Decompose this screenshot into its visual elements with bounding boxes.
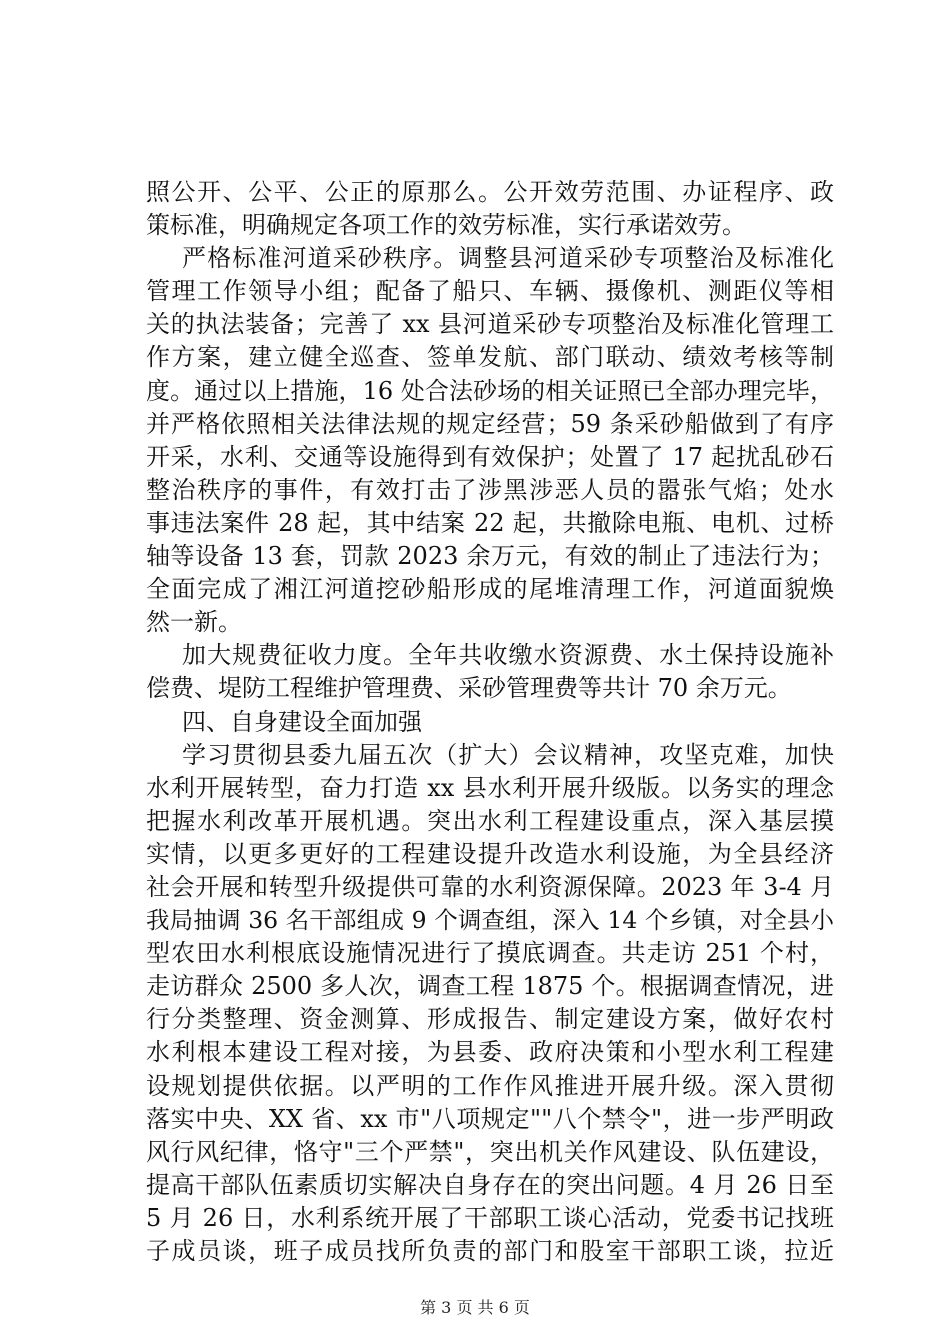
page-number-footer: 第 3 页 共 6 页 (420, 1298, 530, 1317)
text-line: 然一新。 (146, 608, 242, 637)
text-line: 管理工作领导小组；配备了船只、车辆、摄像机、测距仪等相 (146, 277, 834, 306)
text-line: 度。通过以上措施，16 处合法砂场的相关证照已全部办理完毕， (146, 376, 834, 405)
text-line: 设规划提供依据。以严明的工作作风推进开展升级。深入贯彻 (146, 1071, 834, 1100)
text-line: 型农田水利根底设施情况进行了摸底调查。共走访 251 个村， (146, 939, 834, 968)
text-line: 整治秩序的事件，有效打击了涉黑涉恶人员的嚣张气焰；处水 (146, 475, 834, 504)
text-line: 开采，水利、交通等设施得到有效保护；处置了 17 起扰乱砂石 (146, 442, 834, 471)
text-line: 实情，以更多更好的工程建设提升改造水利设施，为全县经济 (146, 839, 834, 868)
text-line: 照公开、公平、公正的原那么。公开效劳范围、办证程序、政 (146, 178, 834, 206)
text-line: 偿费、堤防工程维护管理费、采砂管理费等共计 70 余万元。 (146, 674, 792, 703)
text-line: 加大规费征收力度。全年共收缴水资源费、水土保持设施补 (182, 641, 834, 670)
text-line: 并严格依照相关法律法规的规定经营；59 条采砂船做到了有序 (146, 409, 834, 438)
text-line: 作方案，建立健全巡查、签单发航、部门联动、绩效考核等制 (146, 343, 834, 372)
text-line: 5 月 26 日，水利系统开展了干部职工谈心活动，党委书记找班 (146, 1203, 834, 1232)
text-line: 提高干部队伍素质切实解决自身存在的突出问题。4 月 26 日至 (146, 1170, 834, 1199)
text-line: 轴等设备 13 套，罚款 2023 余万元，有效的制止了违法行为； (146, 542, 834, 571)
text-line: 水利开展转型，奋力打造 xx 县水利开展升级版。以务实的理念 (146, 773, 834, 802)
text-line: 走访群众 2500 多人次，调查工程 1875 个。根据调查情况，进 (146, 972, 834, 1001)
text-line: 社会开展和转型升级提供可靠的水利资源保障。2023 年 3-4 月 (146, 872, 834, 901)
text-line: 子成员谈，班子成员找所负责的部门和股室干部职工谈，拉近 (146, 1237, 834, 1265)
document-body (146, 176, 834, 1268)
text-line: 行分类整理、资金测算、形成报告、制定建设方案，做好农村 (146, 1005, 834, 1034)
text-line: 严格标准河道采砂秩序。调整县河道采砂专项整治及标准化 (182, 244, 834, 273)
text-line: 落实中央、XX 省、xx 市"八项规定""八个禁令"，进一步严明政 (146, 1104, 834, 1133)
text-line: 全面完成了湘江河道挖砂船形成的尾堆清理工作，河道面貌焕 (146, 575, 834, 604)
text-line: 水利根本建设工程对接，为县委、政府决策和小型水利工程建 (146, 1038, 834, 1067)
section-heading: 四、自身建设全面加强 (182, 707, 422, 736)
text-line: 关的执法装备；完善了 xx 县河道采砂专项整治及标准化管理工 (146, 310, 834, 339)
text-line: 策标准，明确规定各项工作的效劳标准，实行承诺效劳。 (146, 211, 746, 240)
text-line: 把握水利改革开展机遇。突出水利工程建设重点，深入基层摸 (146, 806, 834, 835)
text-line: 事违法案件 28 起，其中结案 22 起，共撤除电瓶、电机、过桥 (146, 508, 834, 537)
text-line: 我局抽调 36 名干部组成 9 个调查组，深入 14 个乡镇，对全县小 (146, 906, 834, 935)
text-line: 风行风纪律，恪守"三个严禁"，突出机关作风建设、队伍建设， (146, 1137, 834, 1166)
text-line: 学习贯彻县委九届五次（扩大）会议精神，攻坚克难，加快 (182, 740, 834, 769)
